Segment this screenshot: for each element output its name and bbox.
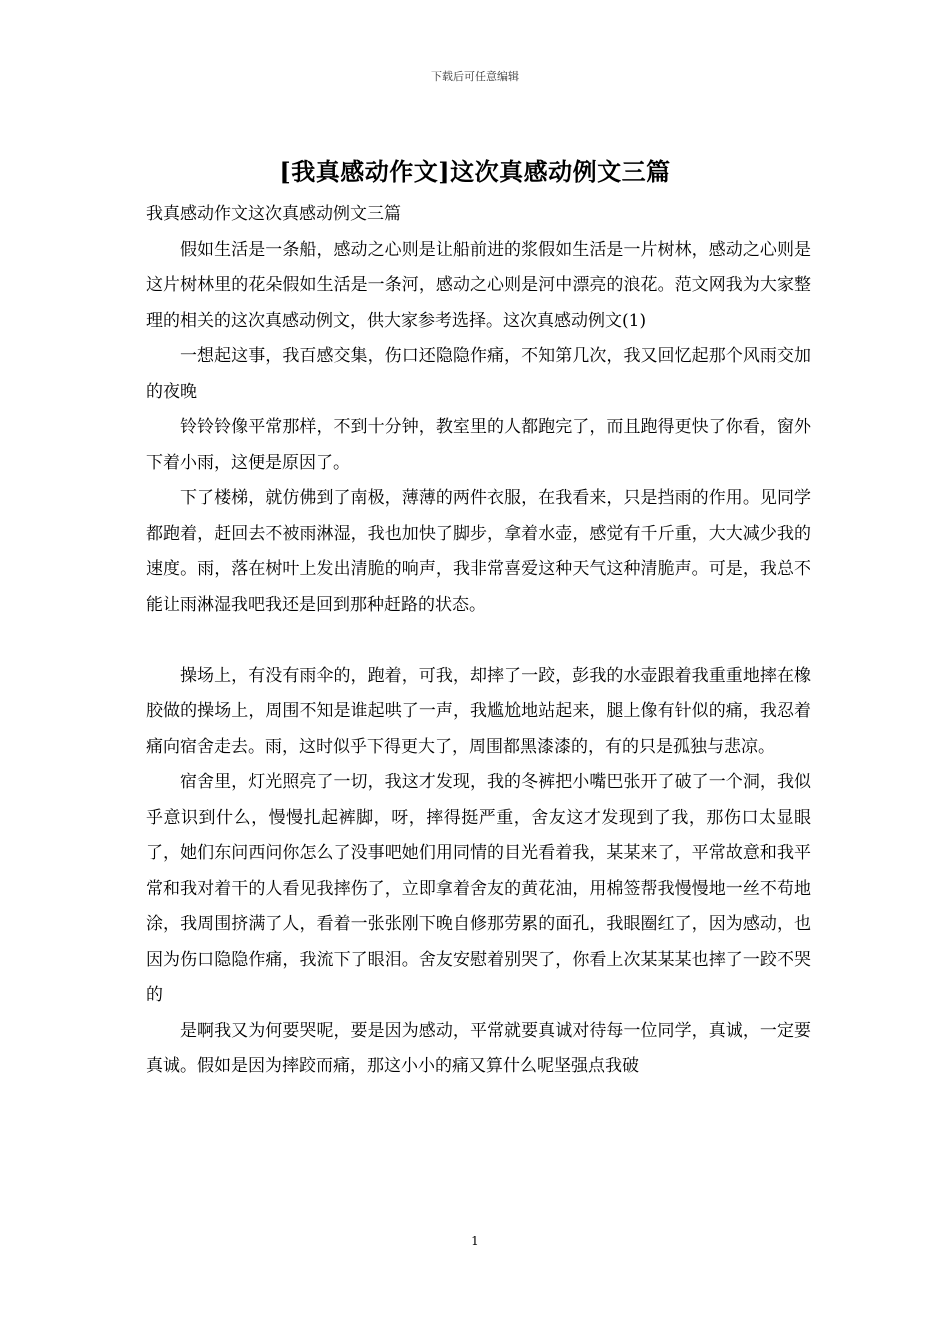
blank-line (146, 623, 811, 659)
paragraph: 宿舍里，灯光照亮了一切，我这才发现，我的冬裤把小嘴巴张开了破了一个洞，我似乎意识到什么，慢慢扎起裤脚，呀，摔得挺严重，舍友这才发现到了我，那伤口太显眼了，她们东问西问你怎么了没事吧她们用同情的目光看着我，某某来了，平常故意和我平常和我对着干的人看见我摔伤了，立即拿着舍友的黄花油，用棉签帮我慢慢地一丝不苟地涂，我周围挤满了人，看着一张张刚下晚自修那劳累的面孔，我眼圈红了，因为感动，也因为伤口隐隐作痛，我流下了眼泪。舍友安慰着别哭了，你看上次某某某也摔了一跤不哭的 (146, 772, 811, 1005)
paragraph: 操场上，有没有雨伞的，跑着，可我，却摔了一跤，彭我的水壶跟着我重重地摔在橡胶做的操场上，周围不知是谁起哄了一声，我尴尬地站起来，腿上像有针似的痛，我忍着痛向宿舍走去。雨，这时似乎下得更大了，周围都黑漆漆的，有的只是孤独与悲凉。 (146, 665, 811, 757)
paragraph: 假如生活是一条船，感动之心则是让船前进的浆假如生活是一片树林，感动之心则是这片树林里的花朵假如生活是一条河，感动之心则是河中漂亮的浪花。范文网我为大家整理的相关的这次真感动例文，供大家参考选择。这次真感动例文(1) (146, 239, 811, 331)
header-note: 下载后可任意编辑 (431, 70, 519, 83)
paragraph: 铃铃铃像平常那样，不到十分钟，教室里的人都跑完了，而且跑得更快了你看，窗外下着小雨，这便是原因了。 (146, 417, 811, 473)
document-body (146, 197, 811, 1085)
document-title: [我真感动作文]这次真感动例文三篇 (279, 157, 671, 186)
paragraph: 一想起这事，我百感交集，伤口还隐隐作痛，不知第几次，我又回忆起那个风雨交加的夜晚 (146, 346, 811, 402)
paragraph: 下了楼梯，就仿佛到了南极，薄薄的两件衣服，在我看来，只是挡雨的作用。见同学都跑着，赶回去不被雨淋湿，我也加快了脚步，拿着水壶，感觉有千斤重，大大减少我的速度。雨，落在树叶上发出清脆的响声，我非常喜爱这种天气这种清脆声。可是，我总不能让雨淋湿我吧我还是回到那种赶路的状态。 (146, 488, 811, 615)
subtitle-paragraph: 我真感动作文这次真感动例文三篇 (146, 204, 401, 224)
page-number: 1 (471, 1234, 479, 1248)
paragraph: 是啊我又为何要哭呢，要是因为感动，平常就要真诚对待每一位同学，真诚，一定要真诚。假如是因为摔跤而痛，那这小小的痛又算什么呢坚强点我破 (146, 1020, 811, 1076)
